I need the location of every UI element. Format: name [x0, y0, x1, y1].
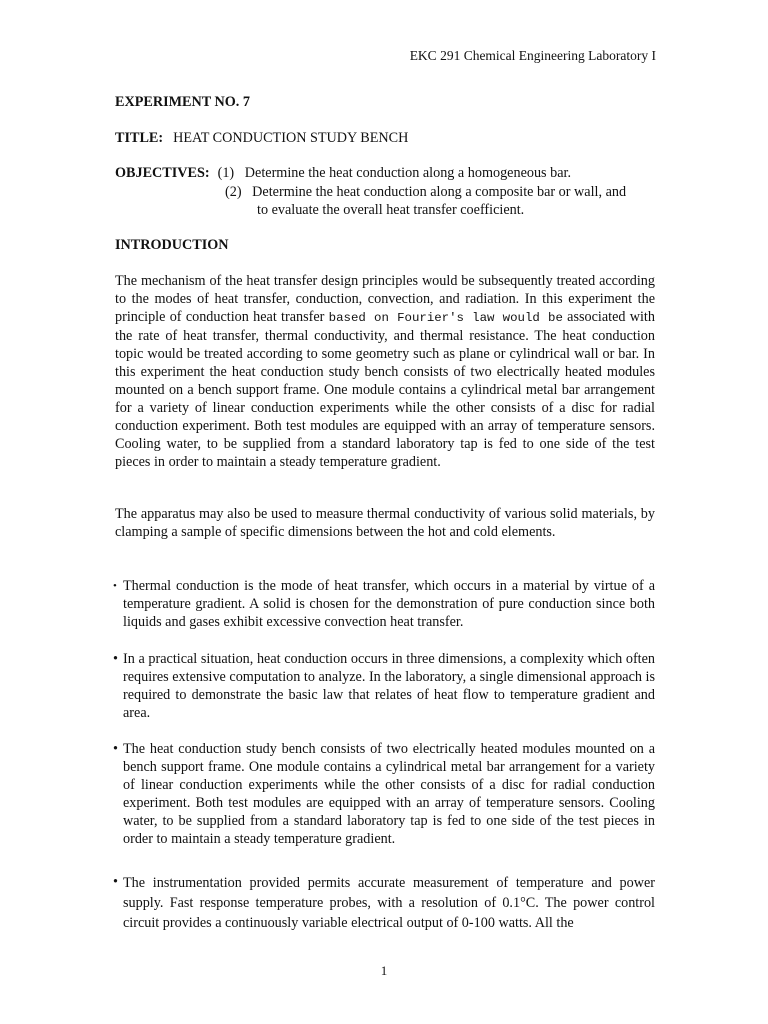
objective-line-1	[115, 164, 571, 182]
bullet-item-3	[113, 740, 655, 848]
bullet-item-4	[113, 873, 655, 933]
objective-1: (1) Determine the heat conduction along a homogeneous bar.	[217, 165, 572, 181]
page-number: 1	[380, 963, 388, 978]
objectives-label: OBJECTIVES:	[115, 165, 210, 181]
intro-p1-part-a: The mechanism of the heat transfer design principles would be subsequently treated according to the modes of heat transfer, conduction, convection, and radiation. In this experiment the principle of conduction heat transfer	[115, 273, 655, 325]
bullet-item-2	[113, 650, 655, 722]
bullet-dot-icon: •	[113, 580, 117, 592]
experiment-number: EXPERIMENT NO. 7	[115, 94, 250, 110]
bullet-text-3: The heat conduction study bench consists of two electrically heated modules mounted on a bench support frame. One module contains a cylindrical metal bar arrangement for a variety of linear conduction experiments while the other consists of a disc for radial conduction experiment. Both test modules are equipped with an array of temperature sensors. Cooling water, to be supplied from a standard laboratory tap is fed to one side of the test pieces in order to maintain a steady temperature gradient.	[123, 741, 655, 847]
introduction-paragraph-1	[115, 272, 655, 471]
bullet-item-1	[113, 577, 655, 631]
bullet-text-4: The instrumentation provided permits accurate measurement of temperature and power supply. Fast response temperature probes, with a resolution of 0.1°C. The power control circuit provides a continuously variable electrical output of 0-100 watts. All the	[123, 875, 655, 931]
bullet-text-2: In a practical situation, heat conduction occurs in three dimensions, a complexity which often requires extensive computation to analyze. In the laboratory, a single dimensional approach is required to demonstrate the basic law that relates of heat flow to temperature gradient and area.	[123, 651, 655, 721]
bullet-text-1: Thermal conduction is the mode of heat transfer, which occurs in a material by virtue of a temperature gradient. A solid is chosen for the demonstration of pure conduction since both liquids and gases exhibit excessive convection heat transfer.	[123, 578, 655, 630]
intro-p1-mono: based on Fourier's law would be	[328, 311, 563, 325]
title-line	[115, 129, 408, 147]
title-text: HEAT CONDUCTION STUDY BENCH	[173, 130, 409, 146]
intro-p1-part-b: associated with the rate of heat transfer, thermal conductivity, and thermal resistance. The heat conduction topic would be treated according to some geometry such as plane or cylindrical wall or bar. In this experiment the heat conduction study bench consists of two electrically heated modules mounted on a bench support frame. One module contains a cylindrical metal bar arrangement for a variety of linear conduction experiments while the other consists of a disc for radial conduction experiment. Both test modules are equipped with an array of temperature sensors. Cooling water, to be supplied from a standard laboratory tap is fed to one side of the test pieces in order to maintain a steady temperature gradient.	[115, 309, 655, 470]
objective-2-continued: to evaluate the overall heat transfer coefficient.	[257, 202, 525, 218]
introduction-paragraph-2: The apparatus may also be used to measure thermal conductivity of various solid materials, by clamping a sample of specific dimensions between the hot and cold elements.	[115, 506, 655, 540]
bullet-dot-icon: •	[113, 874, 118, 890]
bullet-dot-icon: •	[113, 651, 118, 667]
bullet-dot-icon: •	[113, 741, 118, 757]
introduction-heading: INTRODUCTION	[115, 237, 229, 253]
title-label: TITLE:	[115, 130, 164, 146]
page-header: EKC 291 Chemical Engineering Laboratory I	[409, 48, 656, 63]
objective-2: (2) Determine the heat conduction along a composite bar or wall, and	[225, 184, 627, 200]
